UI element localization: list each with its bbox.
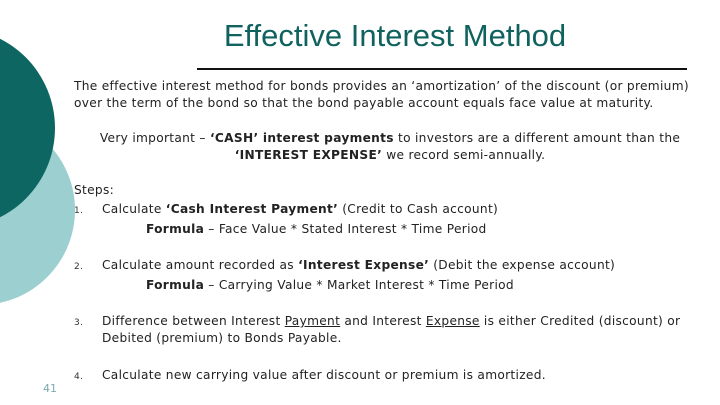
step-number: 3. xyxy=(74,318,84,328)
step-3-c: is either Credited (discount) or Debited (premium) to Bonds Payable. xyxy=(102,314,681,345)
step-3-b: and Interest xyxy=(340,314,426,328)
note-mid: to investors are a different amount than the xyxy=(393,131,681,145)
underlined-payment: Payment xyxy=(284,314,341,328)
step-1-post: (Credit to Cash account) xyxy=(338,202,499,216)
underlined-expense: Expense xyxy=(425,314,480,328)
step-2-formula xyxy=(146,277,710,294)
step-1-bold: ‘Cash Interest Payment’ xyxy=(165,202,339,216)
note-post: we record semi-annually. xyxy=(382,148,546,162)
note-cash: ‘CASH’ interest payments xyxy=(209,131,394,145)
step-number: 1. xyxy=(74,206,84,216)
intro-paragraph: The effective interest method for bonds provides an ‘amortization’ of the discount (or premium) over the term of the bond so that the bond payable account equals face value at maturity. xyxy=(74,79,689,110)
note-pre: Very important – xyxy=(99,131,210,145)
note-expense: ‘INTEREST EXPENSE’ xyxy=(234,148,383,162)
step-3 xyxy=(74,313,710,347)
step-2-pre: Calculate amount recorded as xyxy=(102,258,299,272)
step-1-pre: Calculate xyxy=(102,202,166,216)
step-4 xyxy=(74,367,710,384)
step-3-a: Difference between Interest xyxy=(102,314,285,328)
step-number: 4. xyxy=(74,372,84,382)
steps-heading: Steps: xyxy=(74,183,115,197)
step-text xyxy=(102,313,710,347)
slide-title: Effective Interest Method xyxy=(223,18,567,53)
title-divider xyxy=(197,68,687,70)
step-text: Calculate new carrying value after discount or premium is amortized. xyxy=(102,368,546,382)
step-2-post: (Debit the expense account) xyxy=(429,258,616,272)
important-note xyxy=(80,130,700,164)
formula-label: Formula xyxy=(146,278,205,292)
step-1-formula xyxy=(146,221,710,238)
formula-text: – Face Value * Stated Interest * Time Period xyxy=(204,222,487,236)
step-text xyxy=(102,257,710,274)
formula-text: – Carrying Value * Market Interest * Time Period xyxy=(204,278,514,292)
step-1 xyxy=(74,201,710,238)
formula-label: Formula xyxy=(146,222,205,236)
step-2-bold: ‘Interest Expense’ xyxy=(298,258,430,272)
page-number: 41 xyxy=(43,382,57,395)
step-text xyxy=(102,201,710,218)
step-number: 2. xyxy=(74,262,84,272)
step-2 xyxy=(74,257,710,294)
